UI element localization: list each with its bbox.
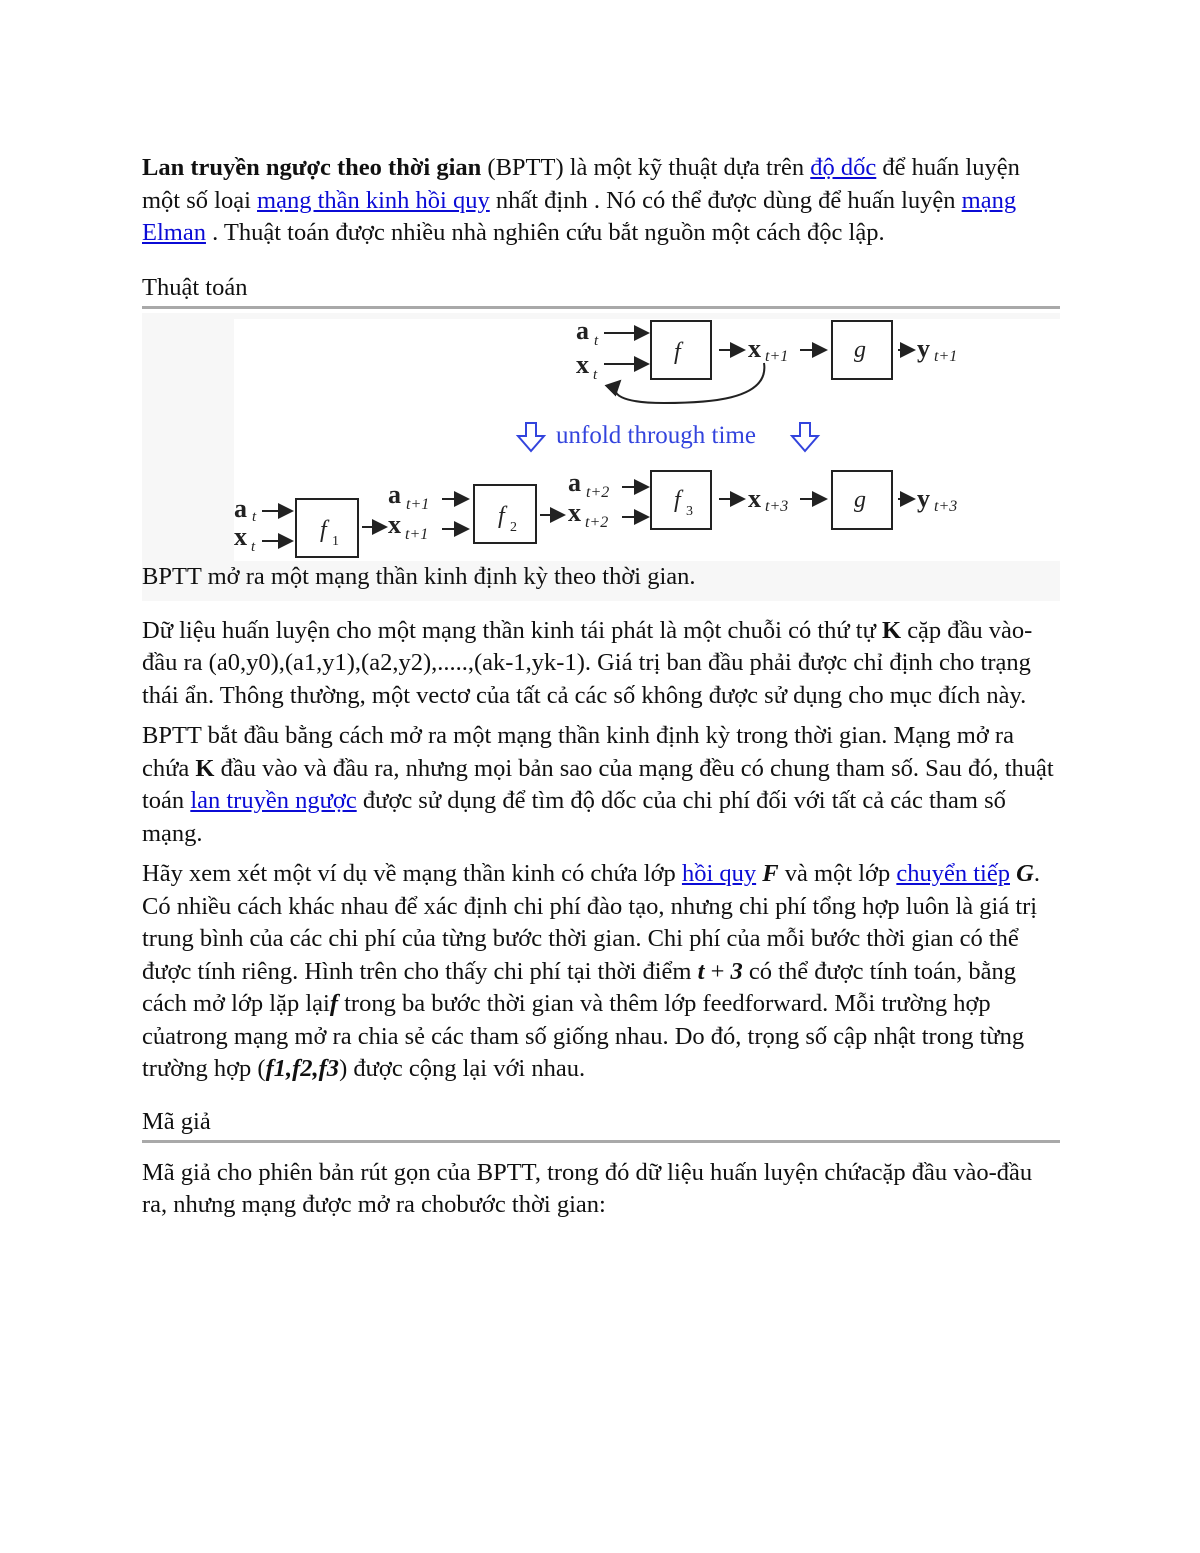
link-recurrent[interactable]: hồi quy (681, 860, 757, 887)
svg-text:t+3: t+3 (765, 497, 789, 515)
svg-text:f: f (674, 338, 681, 365)
svg-text:t+1: t+1 (934, 347, 958, 365)
svg-text:f: f (674, 486, 681, 513)
svg-text:x: x (234, 521, 247, 551)
svg-text:g: g (854, 336, 866, 363)
unfold-label: unfold through time (556, 421, 756, 449)
svg-text:a: a (576, 318, 589, 345)
svg-text:2: 2 (510, 519, 517, 535)
svg-text:t: t (251, 538, 256, 555)
svg-text:t+1: t+1 (405, 525, 429, 543)
svg-text:a: a (234, 493, 247, 523)
svg-text:t: t (594, 332, 599, 349)
figure (142, 313, 1060, 601)
svg-text:t+2: t+2 (586, 483, 610, 501)
svg-text:t: t (593, 366, 598, 383)
svg-text:x: x (748, 483, 761, 513)
svg-text:x: x (748, 333, 761, 363)
link-elman[interactable]: mạng Elman (142, 186, 1017, 246)
svg-text:f: f (320, 516, 327, 543)
svg-text:1: 1 (332, 533, 339, 549)
svg-text:y: y (917, 333, 930, 363)
pseudocode-paragraph: Mã giả cho phiên bản rút gọn của BPTT, trong đó dữ liệu huấn luyện chứacặp đầu vào-đầu ra, nhưng mạng được mở ra chobước thời gian: (142, 1158, 1033, 1218)
svg-text:a: a (568, 467, 581, 497)
intro-paragraph: Lan truyền ngược theo thời gian (BPTT) là một kỹ thuật dựa trên độ dốc để huấn luyện một số loại mạng thần kinh hồi quy nhất định . Nó có thể được dùng để huấn luyện mạng Elman . Thuật toán được nhiều nhà nghiên cứu bắt nguồn một cách độc lập. (142, 154, 1020, 246)
training-data-paragraph: Dữ liệu huấn luyện cho một mạng thần kinh tái phát là một chuỗi có thứ tự K cặp đầu vào-đầu ra (a0,y0),(a1,y1),(a2,y2),.....,(ak-1,yk-1). Giá trị ban đầu phải được chỉ định cho trạng thái ẩn. Thông thường, một vectơ của tất cả các số không được sử dụng cho mục đích này. (142, 616, 1033, 709)
section-heading-algorithm: Thuật toán (142, 272, 1060, 309)
svg-text:x: x (388, 509, 401, 539)
link-feedforward[interactable]: chuyển tiếp (896, 860, 1010, 887)
svg-text:y: y (917, 483, 930, 513)
svg-text:t+1: t+1 (406, 495, 430, 513)
unfold-paragraph: BPTT bắt đầu bằng cách mở ra một mạng thần kinh định kỳ trong thời gian. Mạng mở ra chứa K đầu vào và đầu ra, nhưng mọi bản sao của mạng đều có chung tham số. Sau đó, thuật toán lan truyền ngược được sử dụng để tìm độ dốc của chi phí đối với tất cả các tham số mạng. (142, 722, 1054, 847)
svg-text:f: f (498, 502, 505, 529)
link-backprop[interactable]: lan truyền ngược (190, 787, 357, 814)
link-gradient[interactable]: độ dốc (810, 154, 877, 181)
section-heading-pseudocode: Mã giả (142, 1106, 1060, 1143)
bptt-diagram (234, 319, 1066, 561)
svg-text:3: 3 (686, 503, 693, 519)
figure-caption: BPTT mở ra một mạng thần kinh định kỳ theo thời gian. (142, 562, 696, 590)
svg-text:t+2: t+2 (585, 513, 609, 531)
svg-text:a: a (388, 479, 401, 509)
svg-text:x: x (568, 497, 581, 527)
example-paragraph: Hãy xem xét một ví dụ về mạng thần kinh có chứa lớp hồi quy F và một lớp chuyển tiếp G. Có nhiều cách khác nhau để xác định chi phí đào tạo, nhưng chi phí tổng hợp luôn là giá trị trung bình của các chi phí của từng bước thời gian. Chi phí của mỗi bước thời gian có thể được tính riêng. Hình trên cho thấy chi phí tại thời điểm t + 3 có thể được tính toán, bằng cách mở lớp lặp lạif trong ba bước thời gian và thêm lớp feedforward. Mỗi trường hợp củatrong mạng mở ra chia sẻ các tham số giống nhau. Do đó, trọng số cập nhật trong từng trường hợp (f1,f2,f3) được cộng lại với nhau. (142, 860, 1040, 1082)
svg-text:g: g (854, 486, 866, 513)
svg-text:t+3: t+3 (934, 497, 958, 515)
link-rnn[interactable]: mạng thần kinh hồi quy (257, 186, 490, 214)
svg-text:x: x (576, 349, 589, 379)
document-body (142, 152, 1060, 1222)
term-bold: Lan truyền ngược theo thời gian (142, 154, 482, 181)
svg-text:t+1: t+1 (765, 347, 789, 365)
svg-text:t: t (252, 508, 257, 525)
